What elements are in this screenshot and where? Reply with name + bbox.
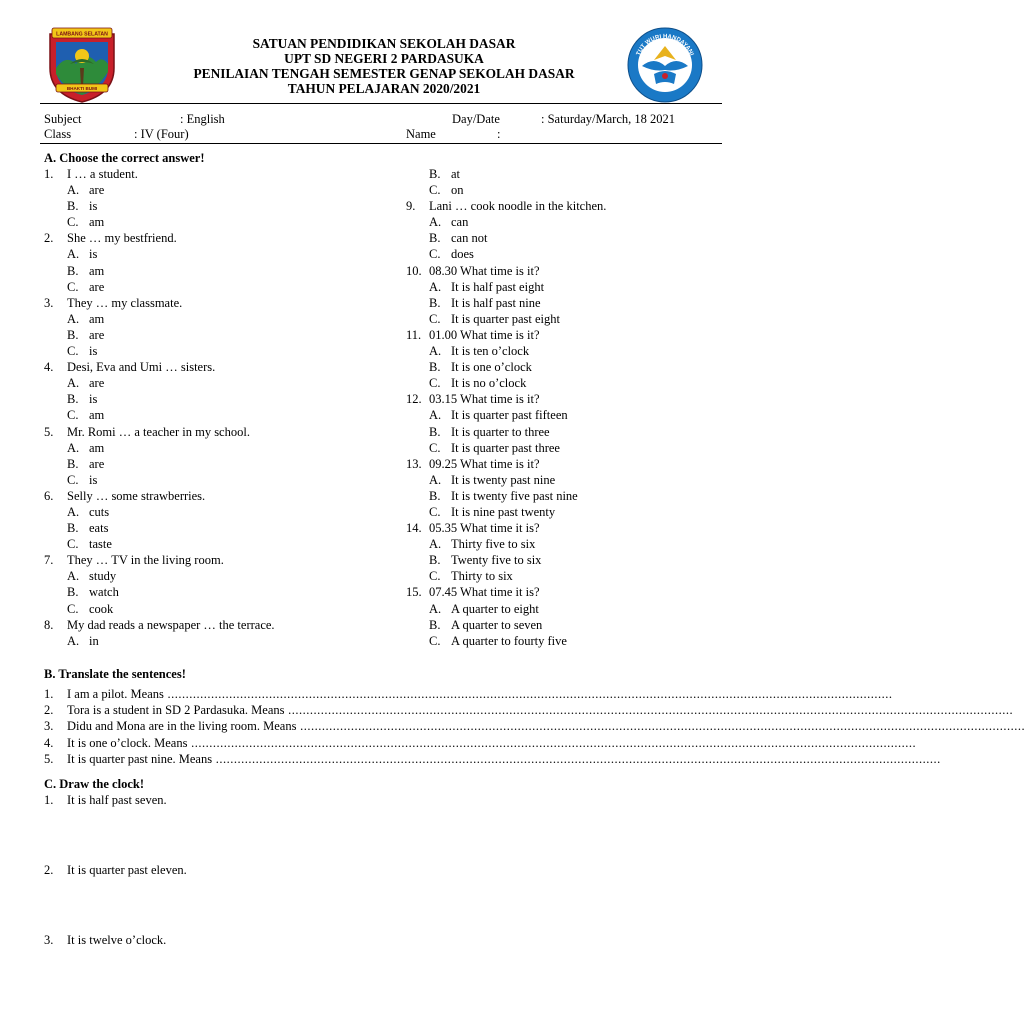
option-text: in bbox=[89, 633, 99, 648]
option-letter: A. bbox=[67, 183, 80, 198]
option-text: It is one o’clock bbox=[451, 360, 532, 375]
answer-option bbox=[44, 375, 384, 391]
header-line-3: PENILAIAN TENGAH SEMESTER GENAP SEKOLAH DASAR bbox=[193, 66, 575, 81]
answer-option bbox=[44, 246, 384, 262]
question-number: 10. bbox=[406, 263, 422, 278]
option-letter: B. bbox=[429, 617, 441, 632]
subject-label: Subject bbox=[44, 112, 82, 126]
question-item bbox=[44, 552, 384, 568]
option-text: does bbox=[451, 247, 474, 262]
draw-clock-item bbox=[44, 862, 644, 878]
translate-item bbox=[44, 686, 893, 702]
translate-item bbox=[44, 735, 917, 751]
question-text: Selly … some strawberries. bbox=[67, 488, 206, 503]
option-text: It is quarter to three bbox=[451, 424, 550, 439]
option-letter: A. bbox=[67, 569, 80, 584]
answer-option bbox=[406, 279, 726, 295]
question-number: 2. bbox=[44, 231, 54, 246]
option-letter: C. bbox=[429, 183, 441, 198]
answer-option bbox=[44, 391, 384, 407]
option-letter: C. bbox=[67, 472, 79, 487]
section-a-right-column bbox=[406, 166, 726, 649]
question-text: 07.45 What time it is? bbox=[429, 585, 540, 600]
option-text: It is twenty five past nine bbox=[451, 488, 578, 503]
subject-value: : English bbox=[180, 112, 225, 126]
option-letter: B. bbox=[429, 231, 441, 246]
option-text: It is half past nine bbox=[451, 295, 541, 310]
option-letter: B. bbox=[429, 295, 441, 310]
section-a-left-column bbox=[44, 166, 384, 649]
answer-option bbox=[406, 552, 726, 568]
translate-number: 5. bbox=[44, 751, 54, 766]
answer-option bbox=[406, 182, 726, 198]
answer-dotted-line[interactable]: ........................................................................................................................................................................................................ bbox=[284, 703, 1014, 718]
option-text: at bbox=[451, 167, 461, 181]
option-text: am bbox=[89, 263, 105, 278]
answer-option bbox=[406, 311, 726, 327]
answer-option bbox=[44, 504, 384, 520]
question-text: She … my bestfriend. bbox=[67, 231, 177, 246]
regency-emblem-icon bbox=[46, 24, 118, 104]
answer-option bbox=[44, 633, 384, 649]
answer-option bbox=[406, 375, 726, 391]
option-letter: A. bbox=[429, 279, 442, 294]
option-letter: A. bbox=[429, 344, 442, 359]
option-letter: C. bbox=[429, 376, 441, 391]
draw-clock-number: 2. bbox=[44, 863, 54, 877]
option-letter: A. bbox=[67, 633, 80, 648]
option-letter: B. bbox=[67, 327, 79, 342]
class-value: : IV (Four) bbox=[134, 127, 189, 141]
question-text: They … my classmate. bbox=[67, 295, 183, 310]
answer-dotted-line[interactable]: ........................................................................................................................................................................................................ bbox=[187, 735, 917, 750]
translate-sentence bbox=[67, 718, 1025, 734]
draw-clock-item bbox=[44, 792, 644, 808]
option-letter: C. bbox=[67, 408, 79, 423]
tut-wuri-handayani-logo-icon bbox=[626, 26, 704, 104]
option-text: It is quarter past three bbox=[451, 440, 560, 455]
answer-option bbox=[44, 601, 384, 617]
question-number: 15. bbox=[406, 585, 422, 600]
option-letter: B. bbox=[429, 488, 441, 503]
question-number: 7. bbox=[44, 553, 54, 568]
option-text: is bbox=[89, 199, 98, 214]
question-number: 5. bbox=[44, 424, 54, 439]
question-number: 11. bbox=[406, 327, 422, 342]
name-label: Name bbox=[406, 127, 436, 141]
answer-option bbox=[406, 536, 726, 552]
header-line-2: UPT SD NEGERI 2 PARDASUKA bbox=[284, 51, 484, 66]
question-number: 3. bbox=[44, 295, 54, 310]
answer-option bbox=[44, 198, 384, 214]
option-text: It is no o’clock bbox=[451, 376, 527, 391]
draw-clock-text: It is quarter past eleven. bbox=[67, 863, 187, 877]
option-text: am bbox=[89, 311, 105, 326]
draw-clock-number: 3. bbox=[44, 933, 54, 947]
answer-option bbox=[406, 504, 726, 520]
option-letter: C. bbox=[67, 537, 79, 552]
section-c-title: C. Draw the clock! bbox=[44, 777, 144, 791]
answer-option bbox=[406, 407, 726, 423]
option-letter: C. bbox=[67, 601, 79, 616]
option-letter: B. bbox=[429, 167, 441, 181]
header-line-1: SATUAN PENDIDIKAN SEKOLAH DASAR bbox=[252, 36, 516, 51]
question-number: 6. bbox=[44, 488, 54, 503]
answer-option bbox=[44, 520, 384, 536]
option-letter: C. bbox=[429, 569, 441, 584]
answer-option bbox=[406, 617, 726, 633]
option-letter: B. bbox=[429, 424, 441, 439]
answer-option bbox=[406, 230, 726, 246]
answer-option bbox=[44, 279, 384, 295]
question-item bbox=[44, 617, 384, 633]
answer-dotted-line[interactable]: ........................................................................................................................................................................................................ bbox=[296, 719, 1025, 734]
option-text: cook bbox=[89, 601, 114, 616]
option-text: am bbox=[89, 408, 105, 423]
option-text: are bbox=[89, 376, 105, 391]
day-date-value: : Saturday/March, 18 2021 bbox=[541, 112, 676, 126]
option-text: are bbox=[89, 183, 105, 198]
question-item bbox=[406, 520, 726, 536]
answer-option bbox=[406, 601, 726, 617]
option-letter: B. bbox=[429, 553, 441, 568]
answer-option bbox=[44, 182, 384, 198]
option-letter: C. bbox=[429, 633, 441, 648]
question-item bbox=[406, 327, 726, 343]
option-text: Thirty to six bbox=[451, 569, 513, 584]
option-letter: C. bbox=[429, 504, 441, 519]
option-letter: C. bbox=[67, 215, 79, 230]
option-letter: C. bbox=[67, 279, 79, 294]
question-number: 13. bbox=[406, 456, 422, 471]
translate-item bbox=[44, 702, 1014, 718]
translate-number: 4. bbox=[44, 735, 54, 750]
header-line-4: TAHUN PELAJARAN 2020/2021 bbox=[287, 81, 481, 96]
emblem-top-banner: LAMBANG SELATAN bbox=[56, 31, 108, 38]
answer-option bbox=[406, 568, 726, 584]
name-value: : bbox=[497, 127, 501, 141]
option-letter: A. bbox=[429, 601, 442, 616]
option-text: It is ten o’clock bbox=[451, 344, 530, 359]
option-text: on bbox=[451, 183, 464, 198]
option-letter: B. bbox=[67, 585, 79, 600]
translate-sentence bbox=[67, 735, 916, 751]
option-letter: A. bbox=[429, 408, 442, 423]
answer-dotted-line[interactable]: ........................................................................................................................................................................................................ bbox=[212, 751, 941, 766]
answer-option bbox=[406, 633, 726, 649]
answer-option bbox=[44, 214, 384, 230]
class-label: Class bbox=[44, 127, 72, 141]
option-letter: B. bbox=[67, 521, 79, 536]
option-text: A quarter to eight bbox=[451, 601, 539, 616]
tut-wuri-caption: TUT WURI HANDAYANI bbox=[635, 33, 695, 57]
option-text: am bbox=[89, 215, 105, 230]
option-letter: A. bbox=[67, 247, 80, 262]
question-number: 1. bbox=[44, 167, 54, 181]
question-item bbox=[44, 424, 384, 440]
option-text: is bbox=[89, 247, 98, 262]
option-text: eats bbox=[89, 521, 109, 536]
option-letter: B. bbox=[429, 360, 441, 375]
translate-text: It is quarter past nine. Means bbox=[67, 751, 213, 766]
option-text: can not bbox=[451, 231, 488, 246]
option-text: are bbox=[89, 456, 105, 471]
option-text: are bbox=[89, 279, 105, 294]
answer-option bbox=[44, 343, 384, 359]
answer-option bbox=[44, 472, 384, 488]
question-text: 09.25 What time is it? bbox=[429, 456, 540, 471]
option-text: watch bbox=[89, 585, 119, 600]
translate-sentence bbox=[67, 702, 1013, 718]
option-letter: B. bbox=[67, 392, 79, 407]
day-date-label: Day/Date bbox=[452, 112, 500, 126]
option-letter: A. bbox=[67, 504, 80, 519]
answer-option bbox=[406, 440, 726, 456]
translate-number: 3. bbox=[44, 719, 54, 734]
answer-option bbox=[44, 584, 384, 600]
answer-option bbox=[406, 166, 726, 182]
answer-option bbox=[406, 472, 726, 488]
answer-option bbox=[406, 246, 726, 262]
answer-option bbox=[44, 327, 384, 343]
question-item bbox=[44, 230, 384, 246]
answer-option bbox=[406, 488, 726, 504]
answer-option bbox=[44, 536, 384, 552]
question-number: 12. bbox=[406, 392, 422, 407]
option-letter: A. bbox=[67, 440, 80, 455]
question-text: 05.35 What time it is? bbox=[429, 521, 540, 536]
option-text: are bbox=[89, 327, 105, 342]
question-text: Lani … cook noodle in the kitchen. bbox=[429, 199, 607, 214]
question-text: 03.15 What time is it? bbox=[429, 392, 540, 407]
option-text: taste bbox=[89, 537, 112, 552]
question-item bbox=[44, 295, 384, 311]
option-text: is bbox=[89, 472, 98, 487]
section-a-title: A. Choose the correct answer! bbox=[44, 151, 205, 165]
question-text: They … TV in the living room. bbox=[67, 553, 224, 568]
question-text: I … a student. bbox=[67, 167, 138, 181]
option-letter: B. bbox=[67, 263, 79, 278]
question-number: 4. bbox=[44, 360, 54, 375]
option-text: A quarter to fourty five bbox=[451, 633, 567, 648]
option-letter: C. bbox=[67, 344, 79, 359]
option-text: cuts bbox=[89, 504, 110, 519]
question-item bbox=[406, 456, 726, 472]
answer-option bbox=[406, 295, 726, 311]
translate-text: It is one o’clock. Means bbox=[67, 735, 188, 750]
option-text: It is quarter past eight bbox=[451, 311, 560, 326]
option-letter: B. bbox=[67, 456, 79, 471]
option-text: Thirty five to six bbox=[451, 537, 536, 552]
header-divider bbox=[40, 103, 722, 104]
translate-sentence bbox=[67, 751, 941, 767]
question-number: 14. bbox=[406, 521, 422, 536]
option-letter: C. bbox=[429, 311, 441, 326]
question-item bbox=[406, 263, 726, 279]
option-text: am bbox=[89, 440, 105, 455]
answer-dotted-line[interactable]: ........................................................................................................................................................................................................ bbox=[163, 687, 893, 701]
emblem-bottom-banner: BHAKTI BUMI bbox=[66, 86, 98, 91]
answer-option bbox=[406, 424, 726, 440]
answer-option bbox=[44, 263, 384, 279]
translate-number: 1. bbox=[44, 687, 54, 701]
answer-option bbox=[44, 311, 384, 327]
option-text: It is quarter past fifteen bbox=[451, 408, 568, 423]
question-number: 9. bbox=[406, 199, 416, 214]
option-text: is bbox=[89, 344, 98, 359]
question-number: 8. bbox=[44, 617, 54, 632]
question-item bbox=[44, 166, 384, 182]
option-text: can bbox=[451, 215, 469, 230]
question-item bbox=[406, 198, 726, 214]
translate-sentence bbox=[67, 686, 892, 702]
answer-option bbox=[406, 214, 726, 230]
draw-clock-item bbox=[44, 932, 644, 948]
question-text: Desi, Eva and Umi … sisters. bbox=[67, 360, 216, 375]
answer-option bbox=[44, 440, 384, 456]
question-text: 08.30 What time is it? bbox=[429, 263, 540, 278]
answer-option bbox=[44, 568, 384, 584]
document-header bbox=[130, 36, 638, 96]
option-text: Twenty five to six bbox=[451, 553, 542, 568]
answer-option bbox=[406, 343, 726, 359]
translate-text: I am a pilot. Means bbox=[67, 687, 164, 701]
translate-number: 2. bbox=[44, 703, 54, 718]
translate-text: Didu and Mona are in the living room. Means bbox=[67, 719, 297, 734]
question-item bbox=[406, 391, 726, 407]
option-letter: A. bbox=[429, 537, 442, 552]
question-text: Mr. Romi … a teacher in my school. bbox=[67, 424, 250, 439]
section-b-title: B. Translate the sentences! bbox=[44, 667, 186, 681]
option-text: is bbox=[89, 392, 98, 407]
option-text: It is half past eight bbox=[451, 279, 545, 294]
option-text: It is nine past twenty bbox=[451, 504, 556, 519]
option-letter: A. bbox=[67, 311, 80, 326]
answer-option bbox=[44, 407, 384, 423]
option-text: study bbox=[89, 569, 117, 584]
question-text: My dad reads a newspaper … the terrace. bbox=[67, 617, 275, 632]
option-letter: C. bbox=[429, 247, 441, 262]
answer-option bbox=[44, 456, 384, 472]
draw-clock-number: 1. bbox=[44, 793, 54, 807]
draw-clock-text: It is twelve o’clock. bbox=[67, 933, 167, 947]
question-item bbox=[44, 359, 384, 375]
question-text: 01.00 What time is it? bbox=[429, 327, 540, 342]
option-letter: A. bbox=[429, 472, 442, 487]
option-letter: B. bbox=[67, 199, 79, 214]
option-letter: C. bbox=[429, 440, 441, 455]
translate-item bbox=[44, 718, 1025, 734]
answer-option bbox=[406, 359, 726, 375]
translate-text: Tora is a student in SD 2 Pardasuka. Means bbox=[67, 703, 285, 718]
option-letter: A. bbox=[429, 215, 442, 230]
question-item bbox=[406, 584, 726, 600]
option-letter: A. bbox=[67, 376, 80, 391]
info-divider bbox=[40, 143, 722, 144]
option-text: It is twenty past nine bbox=[451, 472, 556, 487]
question-item bbox=[44, 488, 384, 504]
option-text: A quarter to seven bbox=[451, 617, 543, 632]
translate-item bbox=[44, 751, 941, 767]
draw-clock-text: It is half past seven. bbox=[67, 793, 167, 807]
